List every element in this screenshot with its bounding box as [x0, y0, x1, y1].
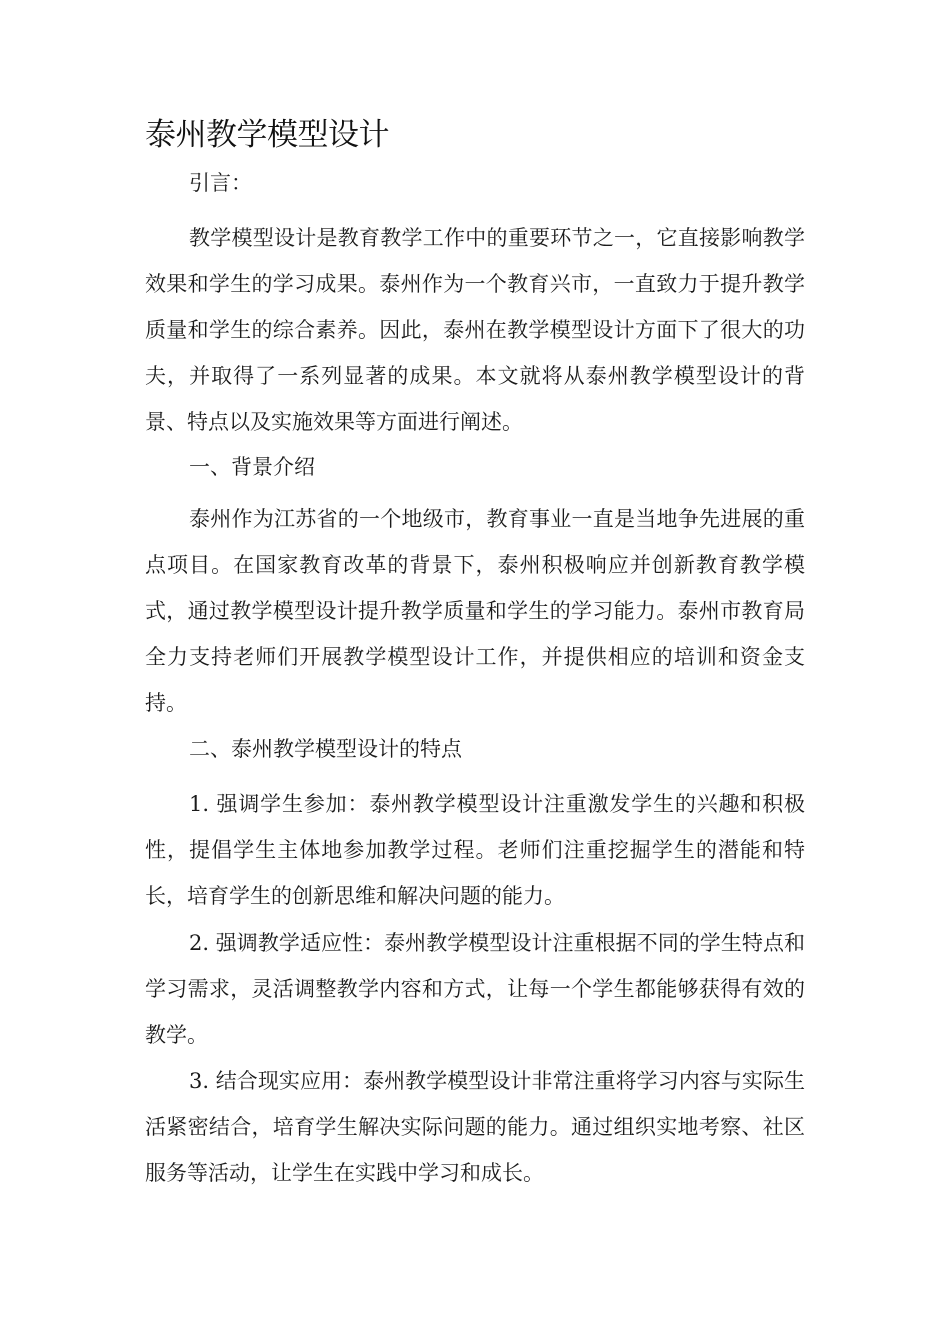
intro-paragraph: 教学模型设计是教育教学工作中的重要环节之一，它直接影响教学效果和学生的学习成果。泰州作为一个教育兴市，一直致力于提升教学质量和学生的综合素养。因此，泰州在教学模型设计方面下了很大的功夫，并取得了一系列显著的成果。本文就将从泰州教学模型设计的背景、特点以及实施效果等方面进行阐述。 — [145, 226, 805, 434]
document-title: 泰州教学模型设计 — [145, 117, 389, 153]
background-paragraph: 泰州作为江苏省的一个地级市，教育事业一直是当地争先进展的重点项目。在国家教育改革的背景下，泰州积极响应并创新教育教学模式，通过教学模型设计提升教学质量和学生的学习能力。泰州市教育局全力支持老师们开展教学模型设计工作，并提供相应的培训和资金支持。 — [145, 507, 805, 715]
section-heading-features: 二、泰州教学模型设计的特点 — [189, 737, 462, 761]
feature-paragraph-1: 1. 强调学生参加：泰州教学模型设计注重激发学生的兴趣和积极性，提倡学生主体地参加教学过程。老师们注重挖掘学生的潜能和特长，培育学生的创新思维和解决问题的能力。 — [145, 792, 805, 908]
section-heading-background: 一、背景介绍 — [189, 455, 315, 479]
feature-paragraph-3: 3. 结合现实应用：泰州教学模型设计非常注重将学习内容与实际生活紧密结合，培育学生解决实际问题的能力。通过组织实地考察、社区服务等活动，让学生在实践中学习和成长。 — [145, 1069, 805, 1185]
feature-paragraph-2: 2. 强调教学适应性：泰州教学模型设计注重根据不同的学生特点和学习需求，灵活调整教学内容和方式，让每一个学生都能够获得有效的教学。 — [145, 931, 805, 1047]
intro-label: 引言： — [189, 171, 252, 195]
